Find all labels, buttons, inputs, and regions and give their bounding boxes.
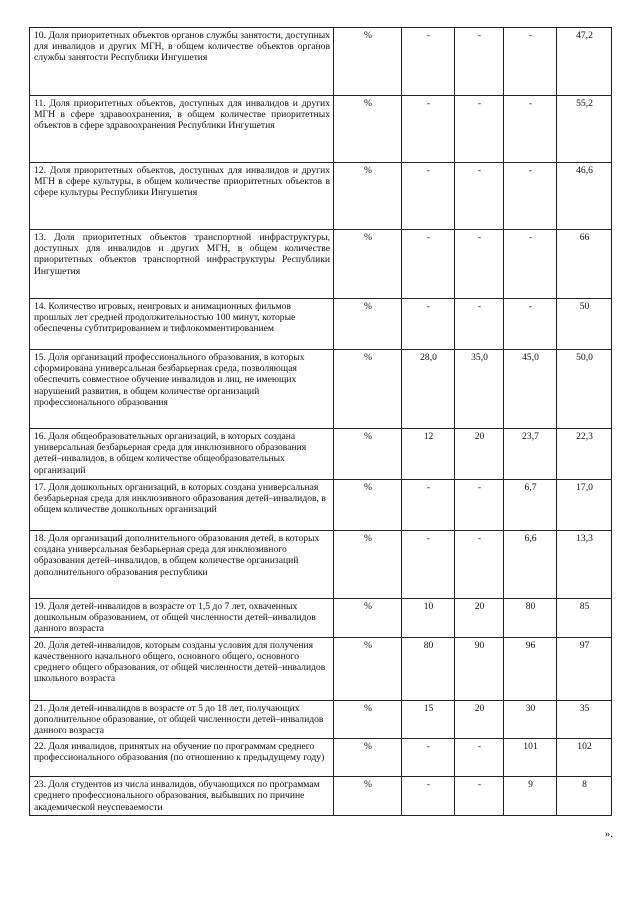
value-cell-3: -	[504, 96, 557, 163]
unit-cell: %	[334, 531, 402, 599]
value-cell-4: 97	[557, 637, 612, 700]
table-row	[30, 96, 612, 163]
table-row	[30, 637, 612, 700]
indicator-name-cell: 10. Доля приоритетных объектов органов службы занятости, доступных для инвалидов и других МГН, в общем количестве объектов органов службы занятости Республики Ингушетия	[30, 28, 334, 96]
indicator-name-cell: 23. Доля студентов из числа инвалидов, обучающихся по программам среднего профессионального образования, выбывших по причине академической неуспеваемости	[30, 777, 334, 816]
unit-cell: %	[334, 350, 402, 429]
value-cell-2: -	[455, 230, 504, 299]
table-row	[30, 700, 612, 739]
value-cell-4: 66	[557, 230, 612, 299]
value-cell-1: -	[402, 28, 455, 96]
value-cell-2: -	[455, 739, 504, 777]
value-cell-4: 8	[557, 777, 612, 816]
value-cell-1: 28,0	[402, 350, 455, 429]
value-cell-1: -	[402, 163, 455, 230]
unit-cell: %	[334, 599, 402, 638]
value-cell-2: -	[455, 299, 504, 350]
unit-cell: %	[334, 28, 402, 96]
table-row	[30, 350, 612, 429]
indicators-table	[29, 27, 612, 816]
value-cell-1: -	[402, 480, 455, 531]
value-cell-4: 85	[557, 599, 612, 638]
value-cell-3: -	[504, 230, 557, 299]
value-cell-2: -	[455, 777, 504, 816]
value-cell-2: -	[455, 480, 504, 531]
unit-cell: %	[334, 739, 402, 777]
value-cell-4: 46,6	[557, 163, 612, 230]
value-cell-1: 15	[402, 700, 455, 739]
value-cell-4: 35	[557, 700, 612, 739]
value-cell-3: 6,6	[504, 531, 557, 599]
table-row	[30, 28, 612, 96]
table-row	[30, 429, 612, 480]
table-row	[30, 230, 612, 299]
indicator-name-cell: 20. Доля детей-инвалидов, которым созданы условия для получения качественного начального общего, основного общего, основного среднего общего образования, от общей численности детей–инвалидов школьного возраста	[30, 637, 334, 700]
value-cell-3: 101	[504, 739, 557, 777]
unit-cell: %	[334, 299, 402, 350]
indicator-name-cell: 19. Доля детей-инвалидов в возрасте от 1,5 до 7 лет, охваченных дошкольным образованием, от общей численности детей–инвалидов данного возраста	[30, 599, 334, 638]
value-cell-1: 10	[402, 599, 455, 638]
indicator-name-cell: 11. Доля приоритетных объектов, доступных для инвалидов и других МГН в сфере здравоохранения, в общем количестве приоритетных объектов в сфере здравоохранения Республики Ингушетия	[30, 96, 334, 163]
value-cell-2: 20	[455, 429, 504, 480]
value-cell-4: 55,2	[557, 96, 612, 163]
value-cell-3: 80	[504, 599, 557, 638]
value-cell-3: -	[504, 28, 557, 96]
value-cell-1: -	[402, 299, 455, 350]
unit-cell: %	[334, 700, 402, 739]
table-row	[30, 777, 612, 816]
table-row	[30, 163, 612, 230]
value-cell-1: -	[402, 739, 455, 777]
indicator-name-cell: 21. Доля детей-инвалидов в возрасте от 5 до 18 лет, получающих дополнительное образование, от общей численности детей–инвалидов данного возраста	[30, 700, 334, 739]
indicator-name-cell: 15. Доля организаций профессионального образования, в которых сформирована универсальная безбарьерная среда, позволяющая обеспечить совместное обучение инвалидов и лиц, не имеющих нарушений развития, в общем количестве организаций профессионального образования	[30, 350, 334, 429]
table-row	[30, 599, 612, 638]
value-cell-2: -	[455, 28, 504, 96]
value-cell-2: 90	[455, 637, 504, 700]
value-cell-4: 47,2	[557, 28, 612, 96]
value-cell-4: 22,3	[557, 429, 612, 480]
unit-cell: %	[334, 96, 402, 163]
value-cell-2: 20	[455, 599, 504, 638]
indicator-name-cell: 18. Доля организаций дополнительного образования детей, в которых создана универсальная безбарьерная среда для инклюзивного образования детей–инвалидов, в общем количестве организаций дополнительного образования республики	[30, 531, 334, 599]
unit-cell: %	[334, 777, 402, 816]
value-cell-2: -	[455, 531, 504, 599]
value-cell-1: 80	[402, 637, 455, 700]
unit-cell: %	[334, 163, 402, 230]
unit-cell: %	[334, 230, 402, 299]
indicator-name-cell: 17. Доля дошкольных организаций, в которых создана универсальная безбарьерная среда для инклюзивного образования детей–инвалидов, в общем количестве дошкольных организаций	[30, 480, 334, 531]
value-cell-1: 12	[402, 429, 455, 480]
value-cell-3: -	[504, 299, 557, 350]
unit-cell: %	[334, 429, 402, 480]
value-cell-4: 102	[557, 739, 612, 777]
value-cell-1: -	[402, 96, 455, 163]
value-cell-1: -	[402, 531, 455, 599]
value-cell-3: 30	[504, 700, 557, 739]
value-cell-4: 50,0	[557, 350, 612, 429]
value-cell-3: 9	[504, 777, 557, 816]
value-cell-1: -	[402, 230, 455, 299]
unit-cell: %	[334, 637, 402, 700]
value-cell-4: 17,0	[557, 480, 612, 531]
table-row	[30, 531, 612, 599]
table-row	[30, 299, 612, 350]
value-cell-3: 6,7	[504, 480, 557, 531]
unit-cell: %	[334, 480, 402, 531]
value-cell-2: -	[455, 163, 504, 230]
indicator-name-cell: 16. Доля общеобразовательных организаций, в которых создана универсальная безбарьерная среда для инклюзивного образования детей–инвалидов, в общем количестве общеобразовательных организаций	[30, 429, 334, 480]
value-cell-4: 50	[557, 299, 612, 350]
value-cell-2: 20	[455, 700, 504, 739]
closing-quote: ».	[604, 828, 613, 840]
indicator-name-cell: 12. Доля приоритетных объектов, доступных для инвалидов и других МГН в сфере культуры, в общем количестве приоритетных объектов в сфере культуры Республики Ингушетия	[30, 163, 334, 230]
value-cell-3: 23,7	[504, 429, 557, 480]
indicator-name-cell: 13. Доля приоритетных объектов транспортной инфраструктуры, доступных для инвалидов и других МГН, в общем количестве приоритетных объектов транспортной инфраструктуры Республики Ингушетия	[30, 230, 334, 299]
value-cell-4: 13,3	[557, 531, 612, 599]
value-cell-2: 35,0	[455, 350, 504, 429]
value-cell-3: 45,0	[504, 350, 557, 429]
value-cell-2: -	[455, 96, 504, 163]
indicator-name-cell: 14. Количество игровых, неигровых и анимационных фильмов прошлых лет средней продолжительностью 100 минут, которые обеспечены субтитрированием и тифлокомментированием	[30, 299, 334, 350]
value-cell-3: 96	[504, 637, 557, 700]
indicator-name-cell: 22. Доля инвалидов, принятых на обучение по программам среднего профессионального образования (по отношению к предыдущему году)	[30, 739, 334, 777]
value-cell-3: -	[504, 163, 557, 230]
value-cell-1: -	[402, 777, 455, 816]
table-row	[30, 480, 612, 531]
table-row	[30, 739, 612, 777]
